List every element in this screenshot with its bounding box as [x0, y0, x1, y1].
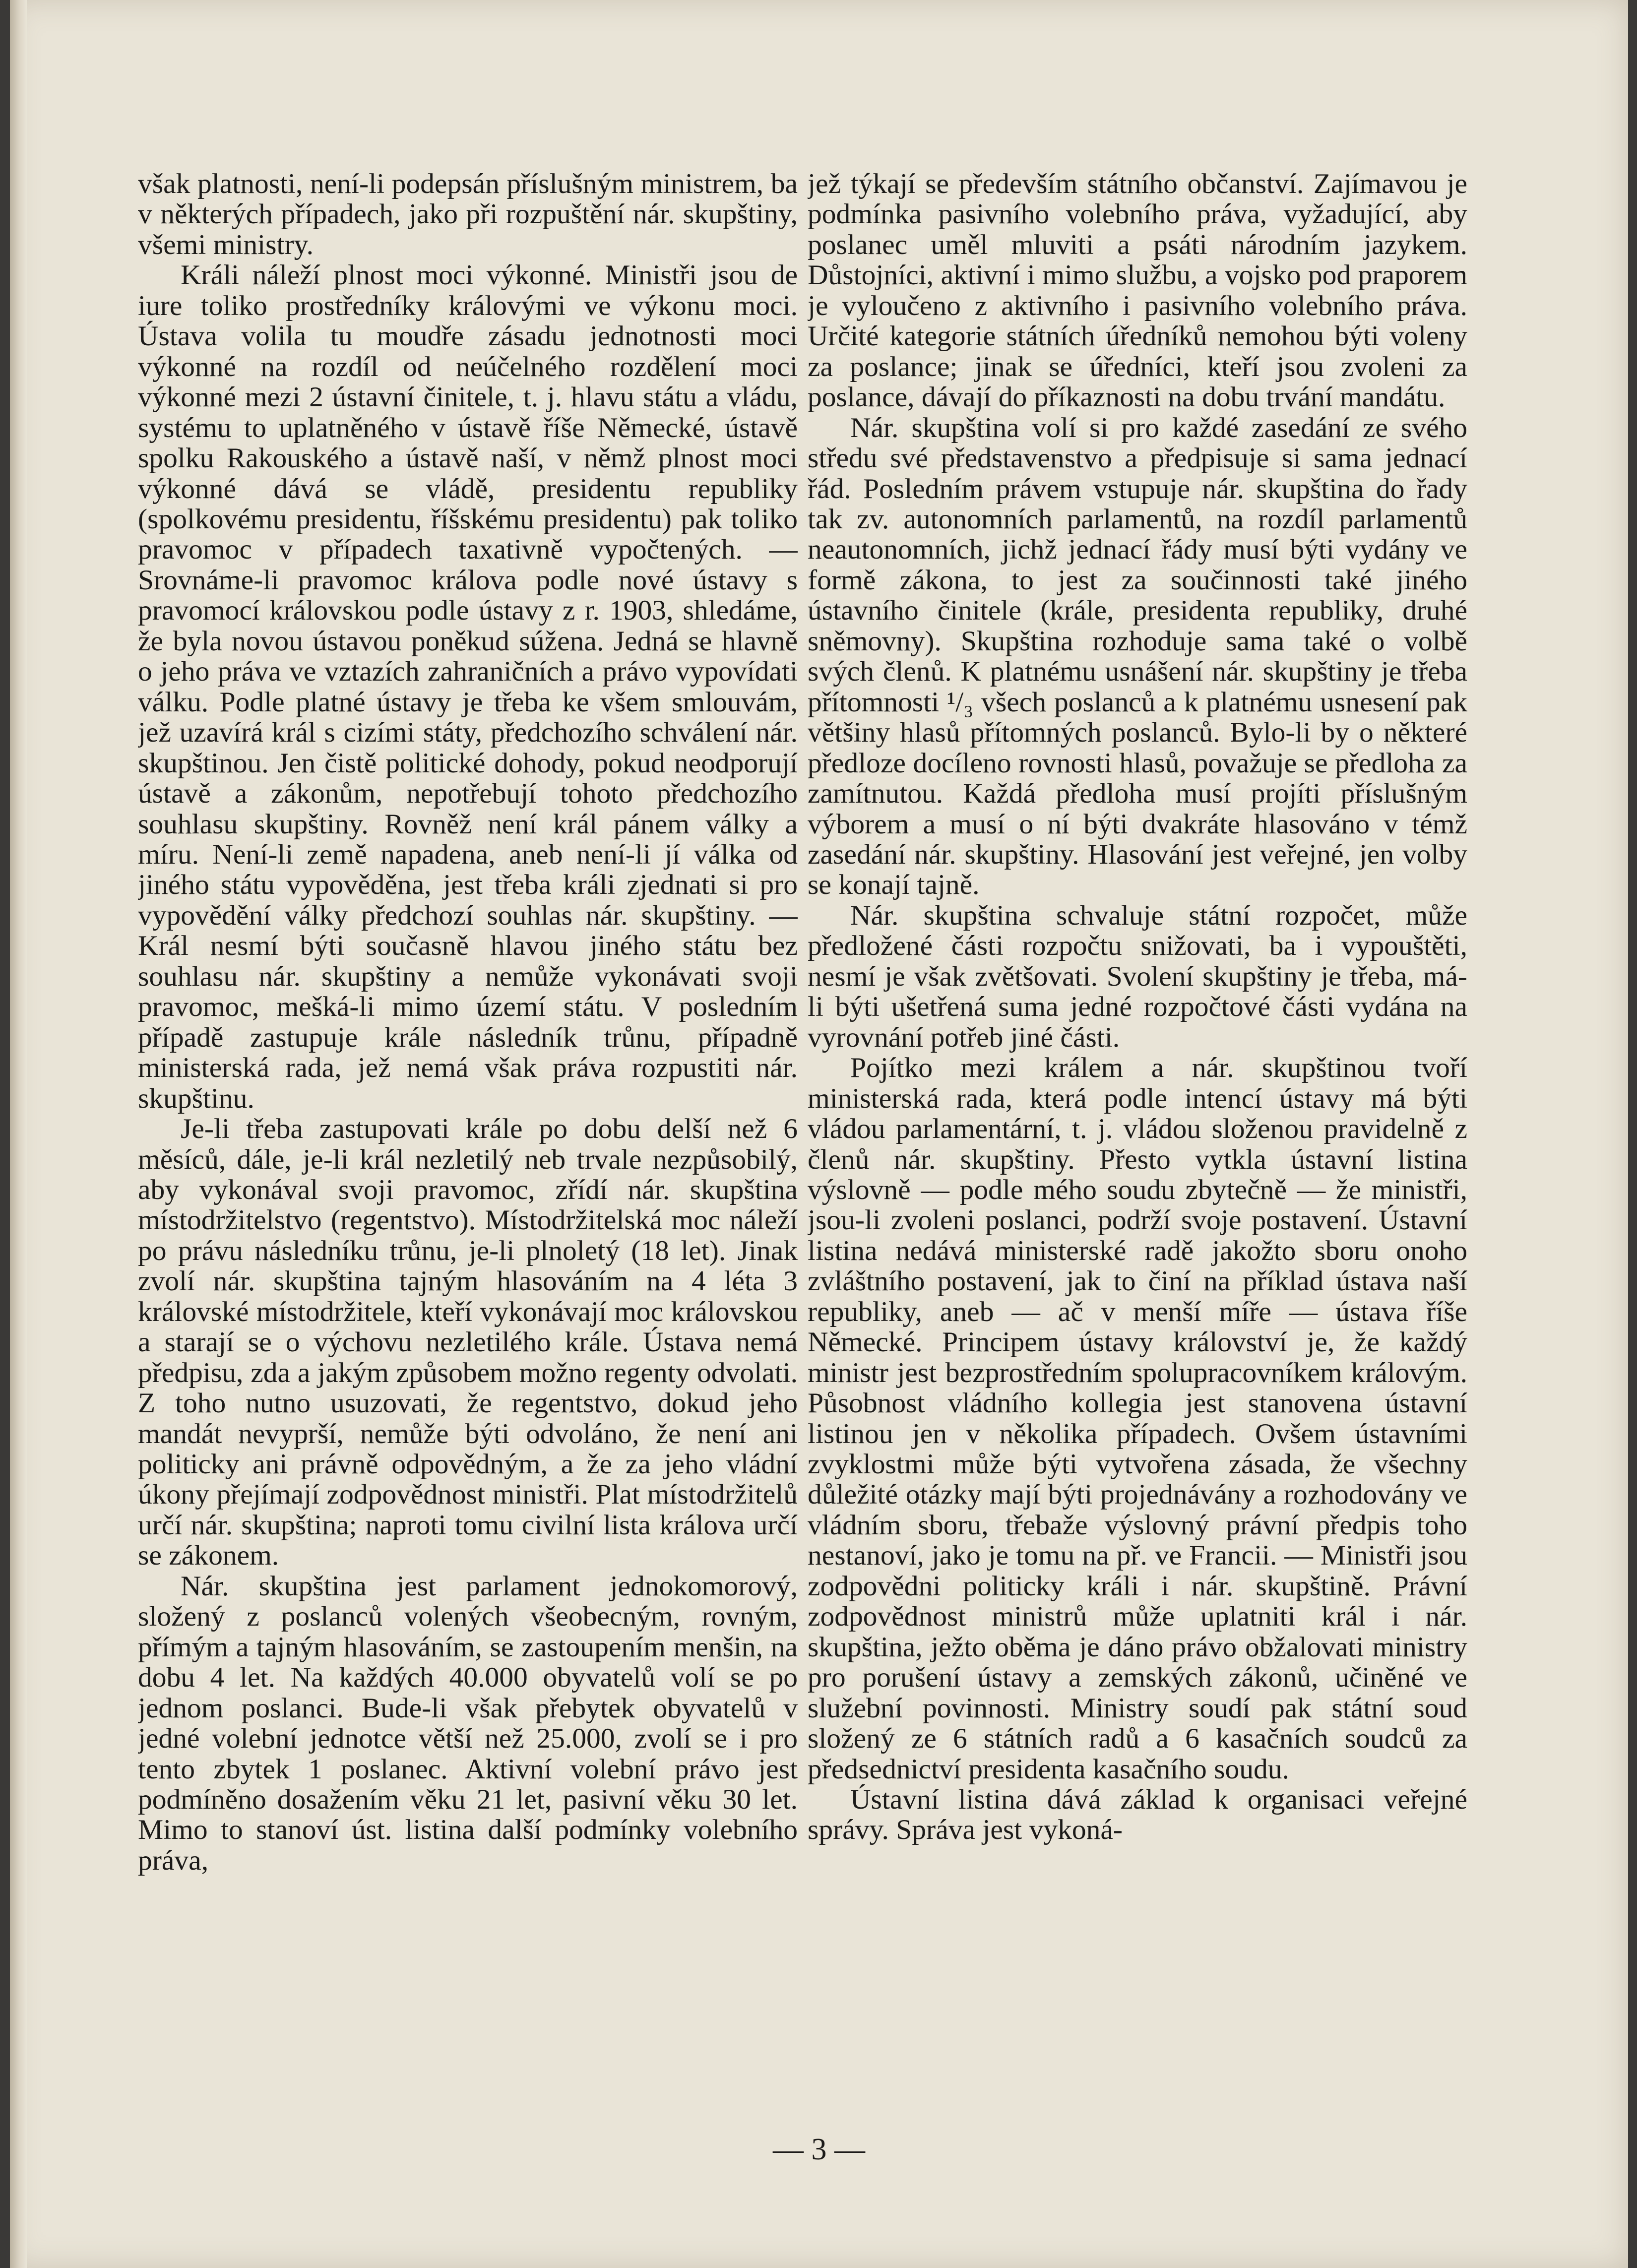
paragraph: Nár. skupština jest parlament jednokomorový, složený z poslanců volených všeobecným, rovným, přímým a tajným hlasováním, se zastoupením menšin, na dobu 4 let. Na každých 40.000 obyvatelů volí se po jednom poslanci. Bude-li však přebytek obyvatelů v jedné volební jednotce větší než 25.000, zvolí se i pro tento zbytek 1 poslanec. Aktivní volební právo jest podmíněno dosažením věku 21 let, pasivní věku 30 let. Mimo to stanoví úst. listina další podmínky volebního práva,	[138, 1570, 798, 1876]
paragraph: Je-li třeba zastupovati krále po dobu delší než 6 měsíců, dále, je-li král nezletilý neb trvale nezpůsobilý, aby vykonával svoji pravomoc, zřídí nár. skupština místodržitelstvo (regentstvo). Místodržitelská moc náleží po právu následníku trůnu, je-li plnoletý (18 let). Jinak zvolí nár. skupština tajným hlasováním na 4 léta 3 královské místodržitele, kteří vykonávají moc královskou a starají se o výchovu nezletilého krále. Ústava nemá předpisu, zda a jakým způsobem možno regenty odvolati. Z toho nutno usuzovati, že regentstvo, dokud jeho mandát nevyprší, nemůže býti odvoláno, že není ani politicky ani právně odpovědným, a že za jeho vládní úkony přejímají zodpovědnost ministři. Plat místodržitelů určí nár. skupština; naproti tomu civilní lista králova určí se zákonem.	[138, 1113, 798, 1572]
paragraph: však platnosti, není-li podepsán příslušným ministrem, ba v některých případech, jako při rozpuštění nár. skupštiny, všemi ministry.	[138, 169, 798, 260]
paragraph: Nár. skupština schvaluje státní rozpočet, může předložené části rozpočtu snižovati, ba i vypouštěti, nesmí je však zvětšovati. Svolení skupštiny je třeba, má-li býti ušetřená suma jedné rozpočtové části vydána na vyrovnání potřeb jiné části.	[808, 899, 1467, 1053]
right-column	[808, 169, 1467, 2118]
paragraph: Nár. skupština volí si pro každé zasedání ze svého středu své představenstvo a předpisuje si sama jednací řád. Posledním právem vstupuje nár. skupština do řady tak zv. autonomních parlamentů, na rozdíl parlamentů neautonomních, jichž jednací řády musí býti vydány ve formě zákona, to jest za součinnosti také jiného ústavního činitele (krále, presidenta republiky, druhé sněmovny). Skupština rozhoduje sama také o volbě svých členů. K platnému usnášení nár. skupštiny je třeba přítomnosti ¹/₃ všech poslanců a k platnému usnesení pak většiny hlasů přítomných poslanců. Bylo-li by o některé předloze docíleno rovnosti hlasů, považuje se předloha za zamítnutou. Každá předloha musí projíti příslušným výborem a musí o ní býti dvakráte hlasováno v témž zasedání nár. skupštiny. Hlasování jest veřejné, jen volby se konají tajně.	[808, 412, 1467, 901]
document-page	[10, 0, 1628, 2268]
paragraph: jež týkají se především státního občanství. Zajímavou je podmínka pasivního volebního práva, vyžadující, aby poslanec uměl mluviti a psáti národním jazykem. Důstojníci, aktivní i mimo službu, a vojsko pod praporem je vyloučeno z aktivního i pasivního volebního práva. Určité kategorie státních úředníků nemohou býti voleny za poslance; jinak se úředníci, kteří jsou zvoleni za poslance, dávají do příkaznosti na dobu trvání mandátu.	[808, 169, 1467, 413]
page-number: — 3 —	[773, 2133, 865, 2166]
left-column	[138, 169, 798, 2118]
paragraph: Ústavní listina dává základ k organisaci veřejné správy. Správa jest vykoná-	[808, 1784, 1467, 1846]
paragraph: Králi náleží plnost moci výkonné. Ministři jsou de iure toliko prostředníky královými ve výkonu moci. Ústava volila tu moudře zásadu jednotnosti moci výkonné na rozdíl od neúčelného rozdělení moci výkonné mezi 2 ústavní činitele, t. j. hlavu státu a vládu, systému to uplatněného v ústavě říše Německé, ústavě spolku Rakouského a ústavě naší, v němž plnost moci výkonné dává se vládě, presidentu republiky (spolkovému presidentu, říšskému presidentu) pak toliko pravomoc v případech taxativně vypočtených. — Srovnáme-li pravomoc králova podle nové ústavy s pravomocí královskou podle ústavy z r. 1903, shledáme, že byla novou ústavou poněkud súžena. Jedná se hlavně o jeho práva ve vztazích zahraničních a právo vypovídati válku. Podle platné ústavy je třeba ke všem smlouvám, jež uzavírá král s cizími státy, předchozího schválení nár. skupštinou. Jen čistě politické dohody, pokud neodporují ústavě a zákonům, nepotřebují tohoto předchozího souhlasu skupštiny. Rovněž není král pánem války a míru. Není-li země napadena, aneb není-li jí válka od jiného státu vypověděna, jest třeba králi zjednati si pro vypovědění války předchozí souhlas nár. skupštiny. — Král nesmí býti současně hlavou jiného státu bez souhlasu nár. skupštiny a nemůže vykonávati svoji pravomoc, mešká-li mimo území státu. V posledním případě zastupuje krále následník trůnu, případně ministerská rada, jež nemá však práva rozpustiti nár. skupštinu.	[138, 259, 798, 1114]
binding-edge	[10, 0, 27, 2268]
paragraph: Pojítko mezi králem a nár. skupštinou tvoří ministerská rada, která podle intencí ústavy má býti vládou parlamentární, t. j. vládou složenou pravidelně z členů nár. skupštiny. Přesto vytkla ústavní listina výslovně — podle mého soudu zbytečně — že ministři, jsou-li zvoleni poslanci, podrží svoje postavení. Ústavní listina nedává ministerské radě jakožto sboru onoho zvláštního postavení, jak to činí na příklad ústava naší republiky, aneb — ač v menší míře — ústava říše Německé. Principem ústavy království je, že každý ministr jest bezprostředním spolupracovníkem královým. Působnost vládního kollegia jest stanovena ústavní listinou jen v několika případech. Ovšem ústavními zvyklostmi může býti vytvořena zásada, že všechny důležité otázky mají býti projednávány a rozhodovány ve vládním sboru, třebaže výslovný právní předpis toho nestanoví, jako je tomu na př. ve Francii. — Ministři jsou zodpovědni politicky králi i nár. skupštině. Právní zodpovědnost ministrů může uplatniti král i nár. skupština, ježto oběma je dáno právo obžalovati ministry pro porušení ústavy a zemských zákonů, učiněné ve služební povinnosti. Ministry soudí pak státní soud složený ze 6 státních radů a 6 kasačních soudců za předsednictví presidenta kasačního soudu.	[808, 1052, 1467, 1785]
